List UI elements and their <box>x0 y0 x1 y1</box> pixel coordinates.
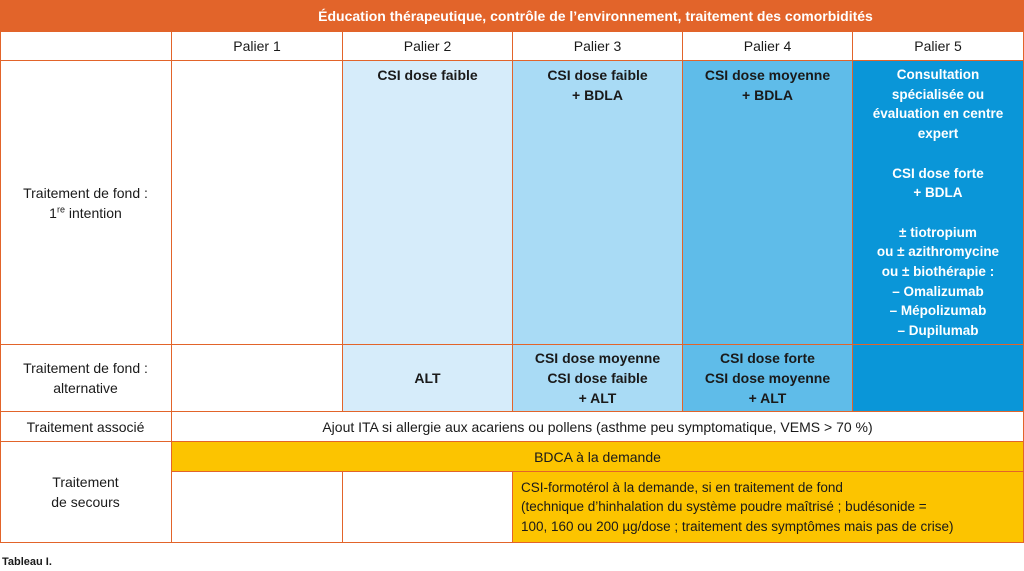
header-banner <box>0 0 1024 32</box>
header-banner-text: Éducation thérapeutique, contrôle de l’environnement, traitement des comorbidités <box>318 7 873 24</box>
table-caption: Tableau I. <box>2 556 52 568</box>
column-header-palier-2: Palier 2 <box>343 32 513 61</box>
column-header-palier-5: Palier 5 <box>853 32 1024 61</box>
row-label-associated: Traitement associé <box>0 412 172 442</box>
cell-rescue-palier-2 <box>343 472 513 543</box>
row-label-rescue: Traitement de secours <box>0 442 172 543</box>
cell-alternative-palier-2: ALT <box>343 345 513 412</box>
cell-first-intention-palier-5: Consultation spécialisée ou évaluation en centre expert CSI dose forte + BDLA ± tiotropium ou ± azithromycine ou ± biothérapie : – Omalizumab – Mépolizumab – Dupilumab <box>853 61 1024 345</box>
column-header-palier-3: Palier 3 <box>513 32 683 61</box>
cell-alternative-palier-4: CSI dose forte CSI dose moyenne + ALT <box>683 345 853 412</box>
cell-first-intention-palier-2: CSI dose faible <box>343 61 513 345</box>
cell-first-intention-palier-4: CSI dose moyenne + BDLA <box>683 61 853 345</box>
row-label-alternative: Traitement de fond : alternative <box>0 345 172 412</box>
cell-rescue-bdca: BDCA à la demande <box>172 442 1024 472</box>
column-header-palier-1: Palier 1 <box>172 32 343 61</box>
cell-first-intention-palier-3: CSI dose faible + BDLA <box>513 61 683 345</box>
column-header-empty <box>0 32 172 61</box>
cell-rescue-csi-formoterol: CSI-formotérol à la demande, si en traitement de fond (technique d’hinhalation du système poudre maîtrisé ; budésonide = 100, 160 ou 200 µg/dose ; traitement des symptômes mais pas de crise) <box>513 472 1024 543</box>
cell-rescue-palier-1 <box>172 472 343 543</box>
cell-associated-value: Ajout ITA si allergie aux acariens ou pollens (asthme peu symptomatique, VEMS > 70 %) <box>172 412 1024 442</box>
cell-alternative-palier-5 <box>853 345 1024 412</box>
cell-alternative-palier-1 <box>172 345 343 412</box>
cell-first-intention-palier-1 <box>172 61 343 345</box>
cell-alternative-palier-3: CSI dose moyenne CSI dose faible + ALT <box>513 345 683 412</box>
column-header-palier-4: Palier 4 <box>683 32 853 61</box>
row-label-first-intention: Traitement de fond : 1re intention <box>0 61 172 345</box>
